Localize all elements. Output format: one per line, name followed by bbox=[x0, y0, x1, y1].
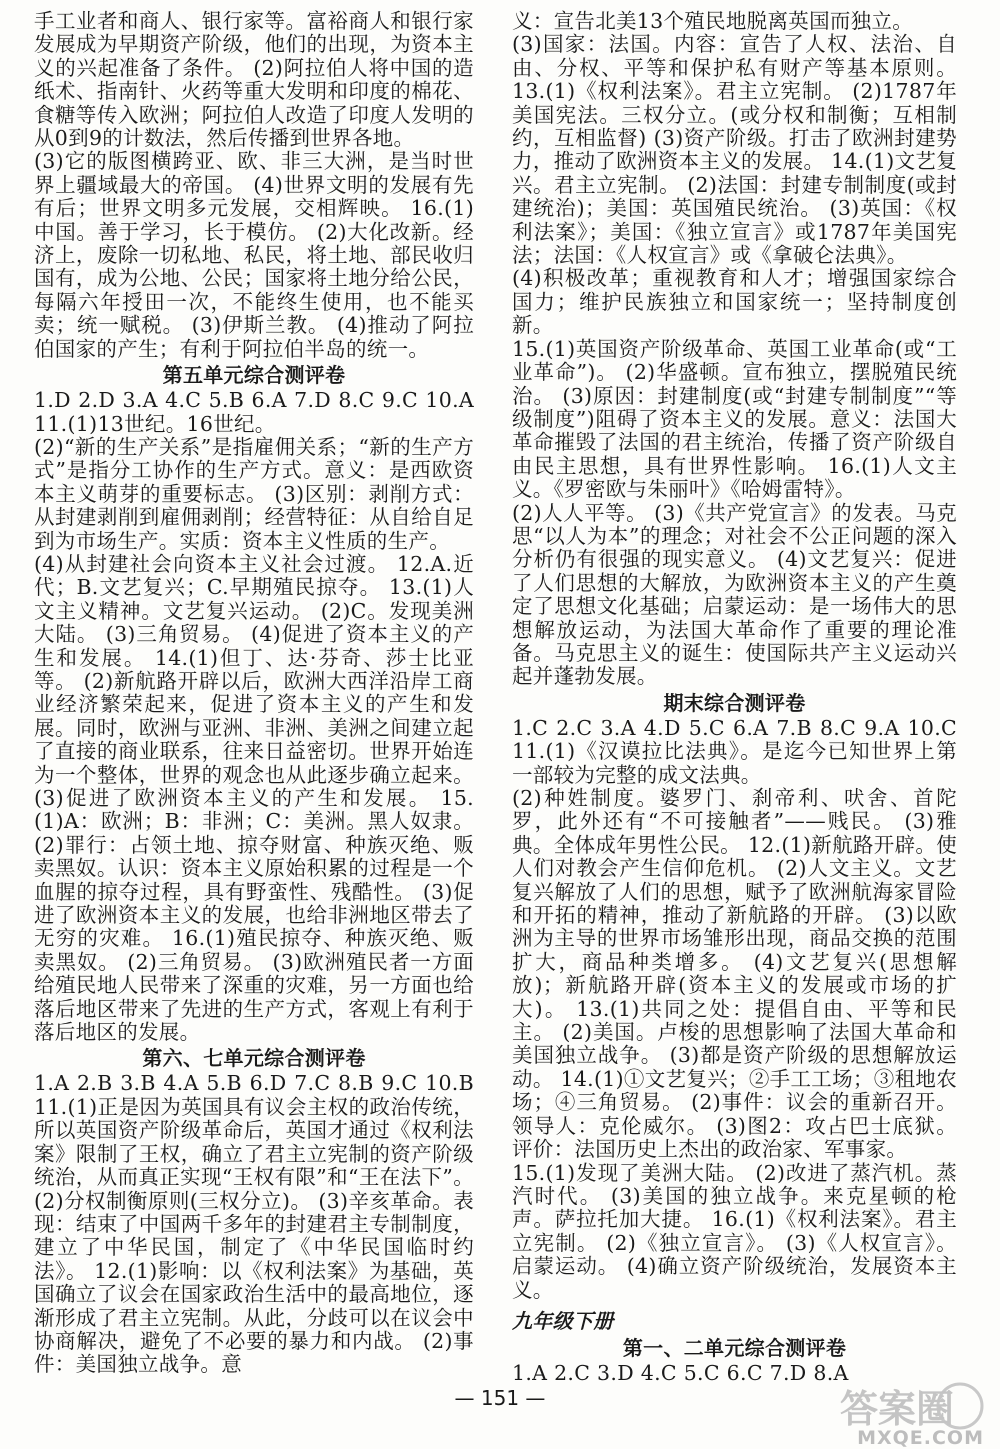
watermark-logo-text: 答案圈 bbox=[840, 1387, 955, 1431]
answer-paragraph: (4)从封建社会向资本主义社会过渡。 12.A.近代；B.文艺复兴；C.早期殖民掠夺。 13.(1)人文主义精神。文艺复兴运动。 (2)C。发现美洲大陆。 (3)三角贸易。 (4)促进了资本主义的产生和发展。 14.(1)但丁、达·芬奇、莎士比亚等。 (2)新航路开辟以后，欧洲大西洋沿岸工商业经济繁荣起来，促进了资本主义的产生和发展。同时，欧洲与亚洲、非洲、美洲之间建立起了直接的商业联系，往来日益密切。世界开始连为一个整体，世界的观念也从此逐步确立起来。 (3)促进了欧洲资本主义的产生和发展。 15.(1)A：欧洲；B：非洲；C：美洲。黑人奴隶。 (2)罪行：占领土地、掠夺财富、种族灭绝、贩卖黑奴。认识：资本主义原始积累的过程是一个血腥的掠夺过程，具有野蛮性、残酷性。 (3)促进了欧洲资本主义的发展，也给非洲地区带去了无穷的灾难。 16.(1)殖民掠夺、种族灭绝、贩卖黑奴。 (2)三角贸易。 (3)欧洲殖民者一方面给殖民地人民带来了深重的灾难，另一方面也给落后地区带来了先进的生产方式，客观上有利于落后地区的发展。 bbox=[34, 551, 474, 1045]
answer-paragraph: (4)积极改革；重视教育和人才；增强国家综合国力；维护民族独立和国家统一；坚持制度创新。 bbox=[512, 266, 957, 338]
right-column bbox=[512, 10, 957, 1385]
page-number: — 151 — bbox=[454, 1386, 546, 1410]
answer-paragraph: (3)国家：法国。内容：宣告了人权、法治、自由、分权、平等和保护私有财产等基本原则。 13.(1)《权利法案》。君主立宪制。 (2)1787年美国宪法。三权分立。(或分权和制衡；互相制约，互相监督) (3)资产阶级。打击了欧洲封建势力，推动了欧洲资本主义的发展。 14.(1)文艺复兴。君主立宪制。 (2)法国：封建专制制度(或封建统治)；美国：英国殖民统治。 (3)英国：《权利法案》；美国：《独立宣言》或1787年美国宪法；法国：《人权宣言》或《拿破仑法典》。 bbox=[512, 32, 957, 268]
answer-paragraph: 15.(1)英国资产阶级革命、英国工业革命(或“工业革命”)。 (2)华盛顿。宣布独立，摆脱殖民统治。 (3)原因：封建制度(或“封建专制制度”“等级制度”)阻碍了资本主义的发展。意义：法国大革命摧毁了法国的君主统治，传播了资产阶级自由民主思想，具有世界性影响。 16.(1)人文主义。《罗密欧与朱丽叶》《哈姆雷特》。 bbox=[512, 336, 957, 502]
answer-paragraph: (2)种姓制度。婆罗门、刹帝利、吠舍、首陀罗，此外还有“不可接触者”——贱民。 (3)雅典。全体成年男性公民。 12.(1)新航路开辟。使人们对教会产生信仰危机。 (2)人文主义。文艺复兴解放了人们的思想，赋予了欧洲航海家冒险和开拓的精神，推动了新航路的开辟。 (3)以欧洲为主导的世界市场雏形出现，商品交换的范围扩大，商品种类增多。 (4)文艺复兴(思想解放)；新航路开辟(资本主义的发展或市场的扩大)。 13.(1)共同之处：提倡自由、平等和民主。 (2)美国。卢梭的思想影响了法国大革命和美国独立战争。 (3)都是资产阶级的思想解放运动。 14.(1)①文艺复兴；②手工工场；③租地农场；④三角贸易。 (2)事件：议会的重新召开。领导人：克伦威尔。 (3)图2：攻占巴士底狱。评价：法国历史上杰出的政治家、军事家。 bbox=[512, 786, 957, 1162]
section-heading: 第六、七单元综合测评卷 bbox=[142, 1046, 366, 1071]
answer-paragraph: (2)人人平等。 (3)《共产党宣言》的发表。马克思“以人为本”的理念；对社会不公正问题的深入分析仍有很强的现实意义。 (4)文艺复兴：促进了人们思想的大解放，为欧洲资本主义的产生奠定了思想文化基础；启蒙运动：是一场伟大的思想解放运动，为法国大革命作了重要的理论准备。马克思主义的诞生：使国际共产主义运动兴起并蓬勃发展。 bbox=[512, 500, 957, 689]
answer-paragraph: 1.D 2.D 3.A 4.C 5.B 6.A 7.D 8.C 9.C 10.A 11.(1)13世纪。16世纪。 bbox=[34, 388, 474, 436]
answer-paragraph: 15.(1)发现了美洲大陆。 (2)改进了蒸汽机。蒸汽时代。 (3)美国的独立战争。来克星顿的枪声。萨拉托加大捷。 16.(1)《权利法案》。君主立宪制。 (2)《独立宣言》。 (3)《人权宣言》。启蒙运动。 (4)确立资产阶级统治，发展资本主义。 bbox=[512, 1160, 957, 1302]
answer-paragraph: 1.A 2.C 3.D 4.C 5.C 6.C 7.D 8.A bbox=[512, 1360, 849, 1385]
answer-paragraph: 1.C 2.C 3.A 4.D 5.C 6.A 7.B 8.C 9.A 10.C 11.(1)《汉谟拉比法典》。是迄今已知世界上第一部较为完整的成文法典。 bbox=[512, 715, 957, 787]
left-column bbox=[34, 10, 474, 1377]
section-heading: 第一、二单元综合测评卷 bbox=[622, 1335, 847, 1360]
answer-paragraph: (2)“新的生产关系”是指雇佣关系；“新的生产方式”是指分工协作的生产方式。意义：是西欧资本主义萌芽的重要标志。 (3)区别：剥削方式：从封建剥削到雇佣剥削；经营特征：从自给自足到为市场生产。实质：资本主义性质的生产。 bbox=[34, 434, 474, 553]
answer-paragraph: 手工业者和商人、银行家等。富裕商人和银行家发展成为早期资产阶级，他们的出现，为资本主义的兴起准备了条件。 (2)阿拉伯人将中国的造纸术、指南针、火药等重大发明和印度的棉花、食糖等传入欧洲；阿拉伯人改造了印度人发明的从0到9的计数法，然后传播到世界各地。 bbox=[34, 9, 474, 151]
answer-paragraph: (3)它的版图横跨亚、欧、非三大洲，是当时世界上疆域最大的帝国。 (4)世界文明的发展有先有后；世界文明多元发展，交相辉映。 16.(1)中国。善于学习，长于模仿。 (2)大化改新。经济上，废除一切私地、私民，将土地、部民收归国有，成为公地、公民；国家将土地分给公民，每隔六年授田一次，不能终生使用，也不能买卖；统一赋税。 (3)伊斯兰教。 (4)推动了阿拉伯国家的产生；有利于阿拉伯半岛的统一。 bbox=[34, 149, 474, 361]
section-heading: 期末综合测评卷 bbox=[663, 690, 806, 715]
section-heading: 第五单元综合测评卷 bbox=[162, 363, 346, 388]
volume-heading: 九年级下册 bbox=[512, 1308, 614, 1333]
watermark-site: MXQE.COM bbox=[857, 1427, 984, 1449]
answer-paragraph: 义：宣告北美13个殖民地脱离英国而独立。 bbox=[512, 9, 914, 33]
answer-paragraph: 1.A 2.B 3.B 4.A 5.B 6.D 7.C 8.B 9.C 10.B 11.(1)正是因为英国具有议会主权的政治传统，所以英国资产阶级革命后，英国才通过《权利法案》限制了王权，确立了君主立宪制的资产阶级统治，从而真正实现“王权有限”和“王在法下”。 (2)分权制衡原则(三权分立)。 (3)辛亥革命。表现：结束了中国两千多年的封建君主专制制度，建立了中华民国，制定了《中华民国临时约法》。 12.(1)影响：以《权利法案》为基础，英国确立了议会在国家政治生活中的最高地位，逐渐形成了君主立宪制。从此，分歧可以在议会中协商解决，避免了不必要的暴力和内战。 (2)事件：美国独立战争。意 bbox=[34, 1071, 474, 1377]
